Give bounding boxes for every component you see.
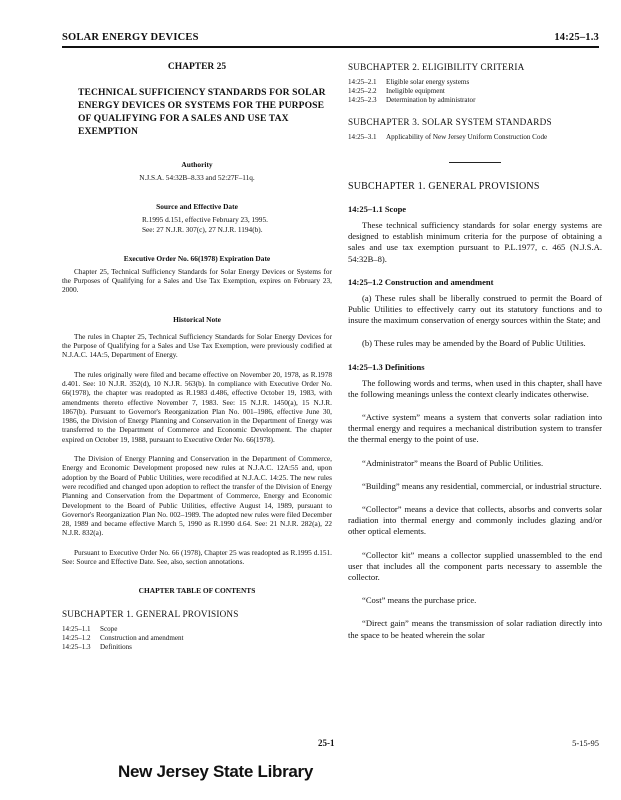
historical-note-paragraph: The rules in Chapter 25, Technical Sufficiency Standards for Solar Energy Devices for the Purpose of Qualifying for a Sales and Use Tax Exemption, were previously codified at N.J.A.C. 14A:5, Department of Energy. — [62, 331, 332, 360]
section-divider — [449, 162, 501, 163]
chapter-label: CHAPTER 25 — [167, 62, 227, 72]
toc-subchapter-3-heading: SUBCHAPTER 3. SOLAR SYSTEM STANDARDS — [348, 117, 552, 127]
toc-subchapter-2-heading: SUBCHAPTER 2. ELIGIBILITY CRITERIA — [348, 62, 525, 72]
authority-heading: Authority — [181, 160, 213, 169]
right-column — [348, 62, 602, 653]
definition-entry: “Collector kit” means a collector supplied unassembled to the end user that includes all the component parts necessary to assemble the collector. — [348, 549, 602, 583]
toc-item-number: 14:25–1.1 — [62, 625, 91, 634]
historical-note-block — [62, 315, 332, 567]
toc-item — [348, 133, 602, 142]
source-line-2: See: 27 N.J.R. 307(c), 27 N.J.R. 1194(b). — [142, 224, 263, 234]
section-title-scope: 14:25–1.1 Scope — [348, 204, 407, 214]
toc-item-title: Definitions — [100, 643, 132, 652]
historical-note-paragraph: Pursuant to Executive Order No. 66 (1978), Chapter 25 was readopted as R.1995 d.151. See: Source and Effective Date. See, also, section annotations. — [62, 547, 332, 567]
toc-item-title: Eligible solar energy systems — [386, 78, 470, 86]
chapter-title: TECHNICAL SUFFICIENCY STANDARDS FOR SOLAR ENERGY DEVICES OR SYSTEMS FOR THE PURPOSE OF QUALIFYING FOR A SALES AND USE TAX EXEMPTION — [78, 87, 326, 137]
definition-entry: “Collector” means a device that collects, absorbs and converts solar radiation into thermal energy and commonly includes glazing and/or other optical elements. — [348, 504, 602, 537]
toc-item — [348, 96, 602, 105]
definitions-intro: The following words and terms, when used in this chapter, shall have the following meanings unless the context clearly indicates otherwise. — [348, 377, 602, 399]
toc-item — [62, 625, 332, 634]
toc-item — [62, 634, 332, 643]
toc-item-number: 14:25–2.2 — [348, 87, 377, 95]
toc-item — [348, 78, 602, 87]
executive-order-text: Chapter 25, Technical Sufficiency Standards for Solar Energy Devices or Systems for the Purposes of Qualifying for a Sales and Use Tax Exemption, expires on February 23, 2000. — [62, 266, 332, 295]
running-head-section: 14:25–1.3 — [554, 32, 599, 43]
toc-subchapter-1-heading: SUBCHAPTER 1. GENERAL PROVISIONS — [62, 609, 239, 620]
running-head-title: SOLAR ENERGY DEVICES — [62, 32, 199, 43]
toc-item-title: Determination by administrator — [386, 96, 476, 104]
definition-entry: “Active system” means a system that converts solar radiation into thermal energy and requires a mechanical distribution system to transfer the thermal energy to the point of use. — [348, 412, 602, 445]
definition-entry: “Cost” means the purchase price. — [362, 595, 477, 606]
authority-text: N.J.S.A. 54:32B–8.33 and 52:27F–11q. — [139, 173, 255, 182]
toc-item-title: Ineligible equipment — [386, 87, 445, 95]
definition-entry: “Administrator” means the Board of Public Utilities. — [362, 457, 544, 468]
authority-block — [62, 160, 332, 182]
definition-entry: “Direct gain” means the transmission of solar radiation directly into the space to be heated wherein the solar — [348, 618, 602, 640]
toc-item-number: 14:25–2.3 — [348, 96, 377, 104]
section-body-construction-a: (a) These rules shall be liberally construed to permit the Board of Public Utilities to effectively carry out its statutory functions and to insure the maximum conservation of energy sources within the State; and — [348, 292, 602, 326]
running-head — [62, 32, 599, 48]
section-title-definitions: 14:25–1.3 Definitions — [348, 361, 425, 372]
executive-order-heading: Executive Order No. 66(1978) Expiration Date — [123, 253, 271, 263]
toc-item-number: 14:25–2.1 — [348, 78, 377, 86]
toc-item-number: 14:25–1.2 — [62, 634, 91, 643]
toc-item-number: 14:25–3.1 — [348, 133, 377, 141]
left-column — [62, 62, 332, 664]
historical-note-heading: Historical Note — [173, 314, 221, 324]
page-number: 25-1 — [318, 738, 335, 748]
section-body-construction-b: (b) These rules may be amended by the Board of Public Utilities. — [362, 338, 586, 349]
section-title-construction: 14:25–1.2 Construction and amendment — [348, 276, 494, 287]
executive-order-block — [62, 254, 332, 295]
toc-subchapter-2-list — [348, 78, 602, 105]
toc-item — [62, 643, 332, 652]
source-block — [62, 202, 332, 234]
historical-note-paragraph: The Division of Energy Planning and Conservation in the Department of Commerce, Energy and Economic Development proposed new rules at N.J.A.C. 12A:55 and, upon adoption by the Board of Public Utilities, were recodified at N.J.A.C. 14:25. The new rules were recodified and changed upon adoption to reflect the transfer of the Division of Energy Planning and Conservation from the Department of Commerce, Energy and Economic Development to the Board of Public Utilities, effective August 14, 1989, pursuant to Governor's Reorganization Plan No. 002–1989. The adopted new rules were filed December 28, 1989 and became effective March 5, 1990 as R.1990 d.64. See: 21 N.J.R. 282(a), 22 N.J.R. 832(a). — [62, 454, 332, 538]
revision-date: 5-15-95 — [572, 738, 599, 748]
toc-item-title: Scope — [100, 625, 118, 634]
subchapter-1-heading: SUBCHAPTER 1. GENERAL PROVISIONS — [348, 181, 540, 192]
section-body-scope: These technical sufficiency standards for solar energy systems are designed to establish minimum criteria for the purpose of obtaining a sales and use tax exemption pursuant to P.L.1977, c. 465 (N.J.S.A. 54:32B–8). — [348, 220, 602, 264]
toc-subchapter-1-list — [62, 625, 332, 652]
library-stamp: New Jersey State Library — [118, 762, 314, 781]
toc-item-title: Applicability of New Jersey Uniform Construction Code — [386, 133, 548, 141]
definition-entry: “Building” means any residential, commercial, or industrial structure. — [362, 480, 602, 491]
toc-heading: CHAPTER TABLE OF CONTENTS — [138, 586, 256, 596]
toc-item — [348, 87, 602, 96]
historical-note-paragraph: The rules originally were filed and became effective on November 20, 1978, as R.1978 d.401. See: 10 N.J.R. 352(d), 10 N.J.R. 563(b). In compliance with Executive Order No. 66(1978), the chapter was readopted as R.1983 d.486, effective October 19, 1983, with amendments thereto effective November 7, 1983. See: 15 N.J.R. 1450(a), 15 N.J.R. 1867(b). Pursuant to Governor's Reorganization Plan No. 001–1986, effective June 30, 1986, the Division of Energy Planning and Conservation in the Department of Energy was transferred to the Department of Commerce and Economic Development. The chapter expired on October 19, 1988, pursuant to Executive Order No. 66(1978). — [62, 369, 332, 444]
toc-subchapter-3-list — [348, 133, 602, 142]
toc-item-title: Construction and amendment — [100, 634, 184, 643]
source-line-1: R.1995 d.151, effective February 23, 1995. — [142, 215, 268, 225]
source-heading: Source and Effective Date — [156, 202, 238, 212]
toc-item-number: 14:25–1.3 — [62, 643, 91, 652]
